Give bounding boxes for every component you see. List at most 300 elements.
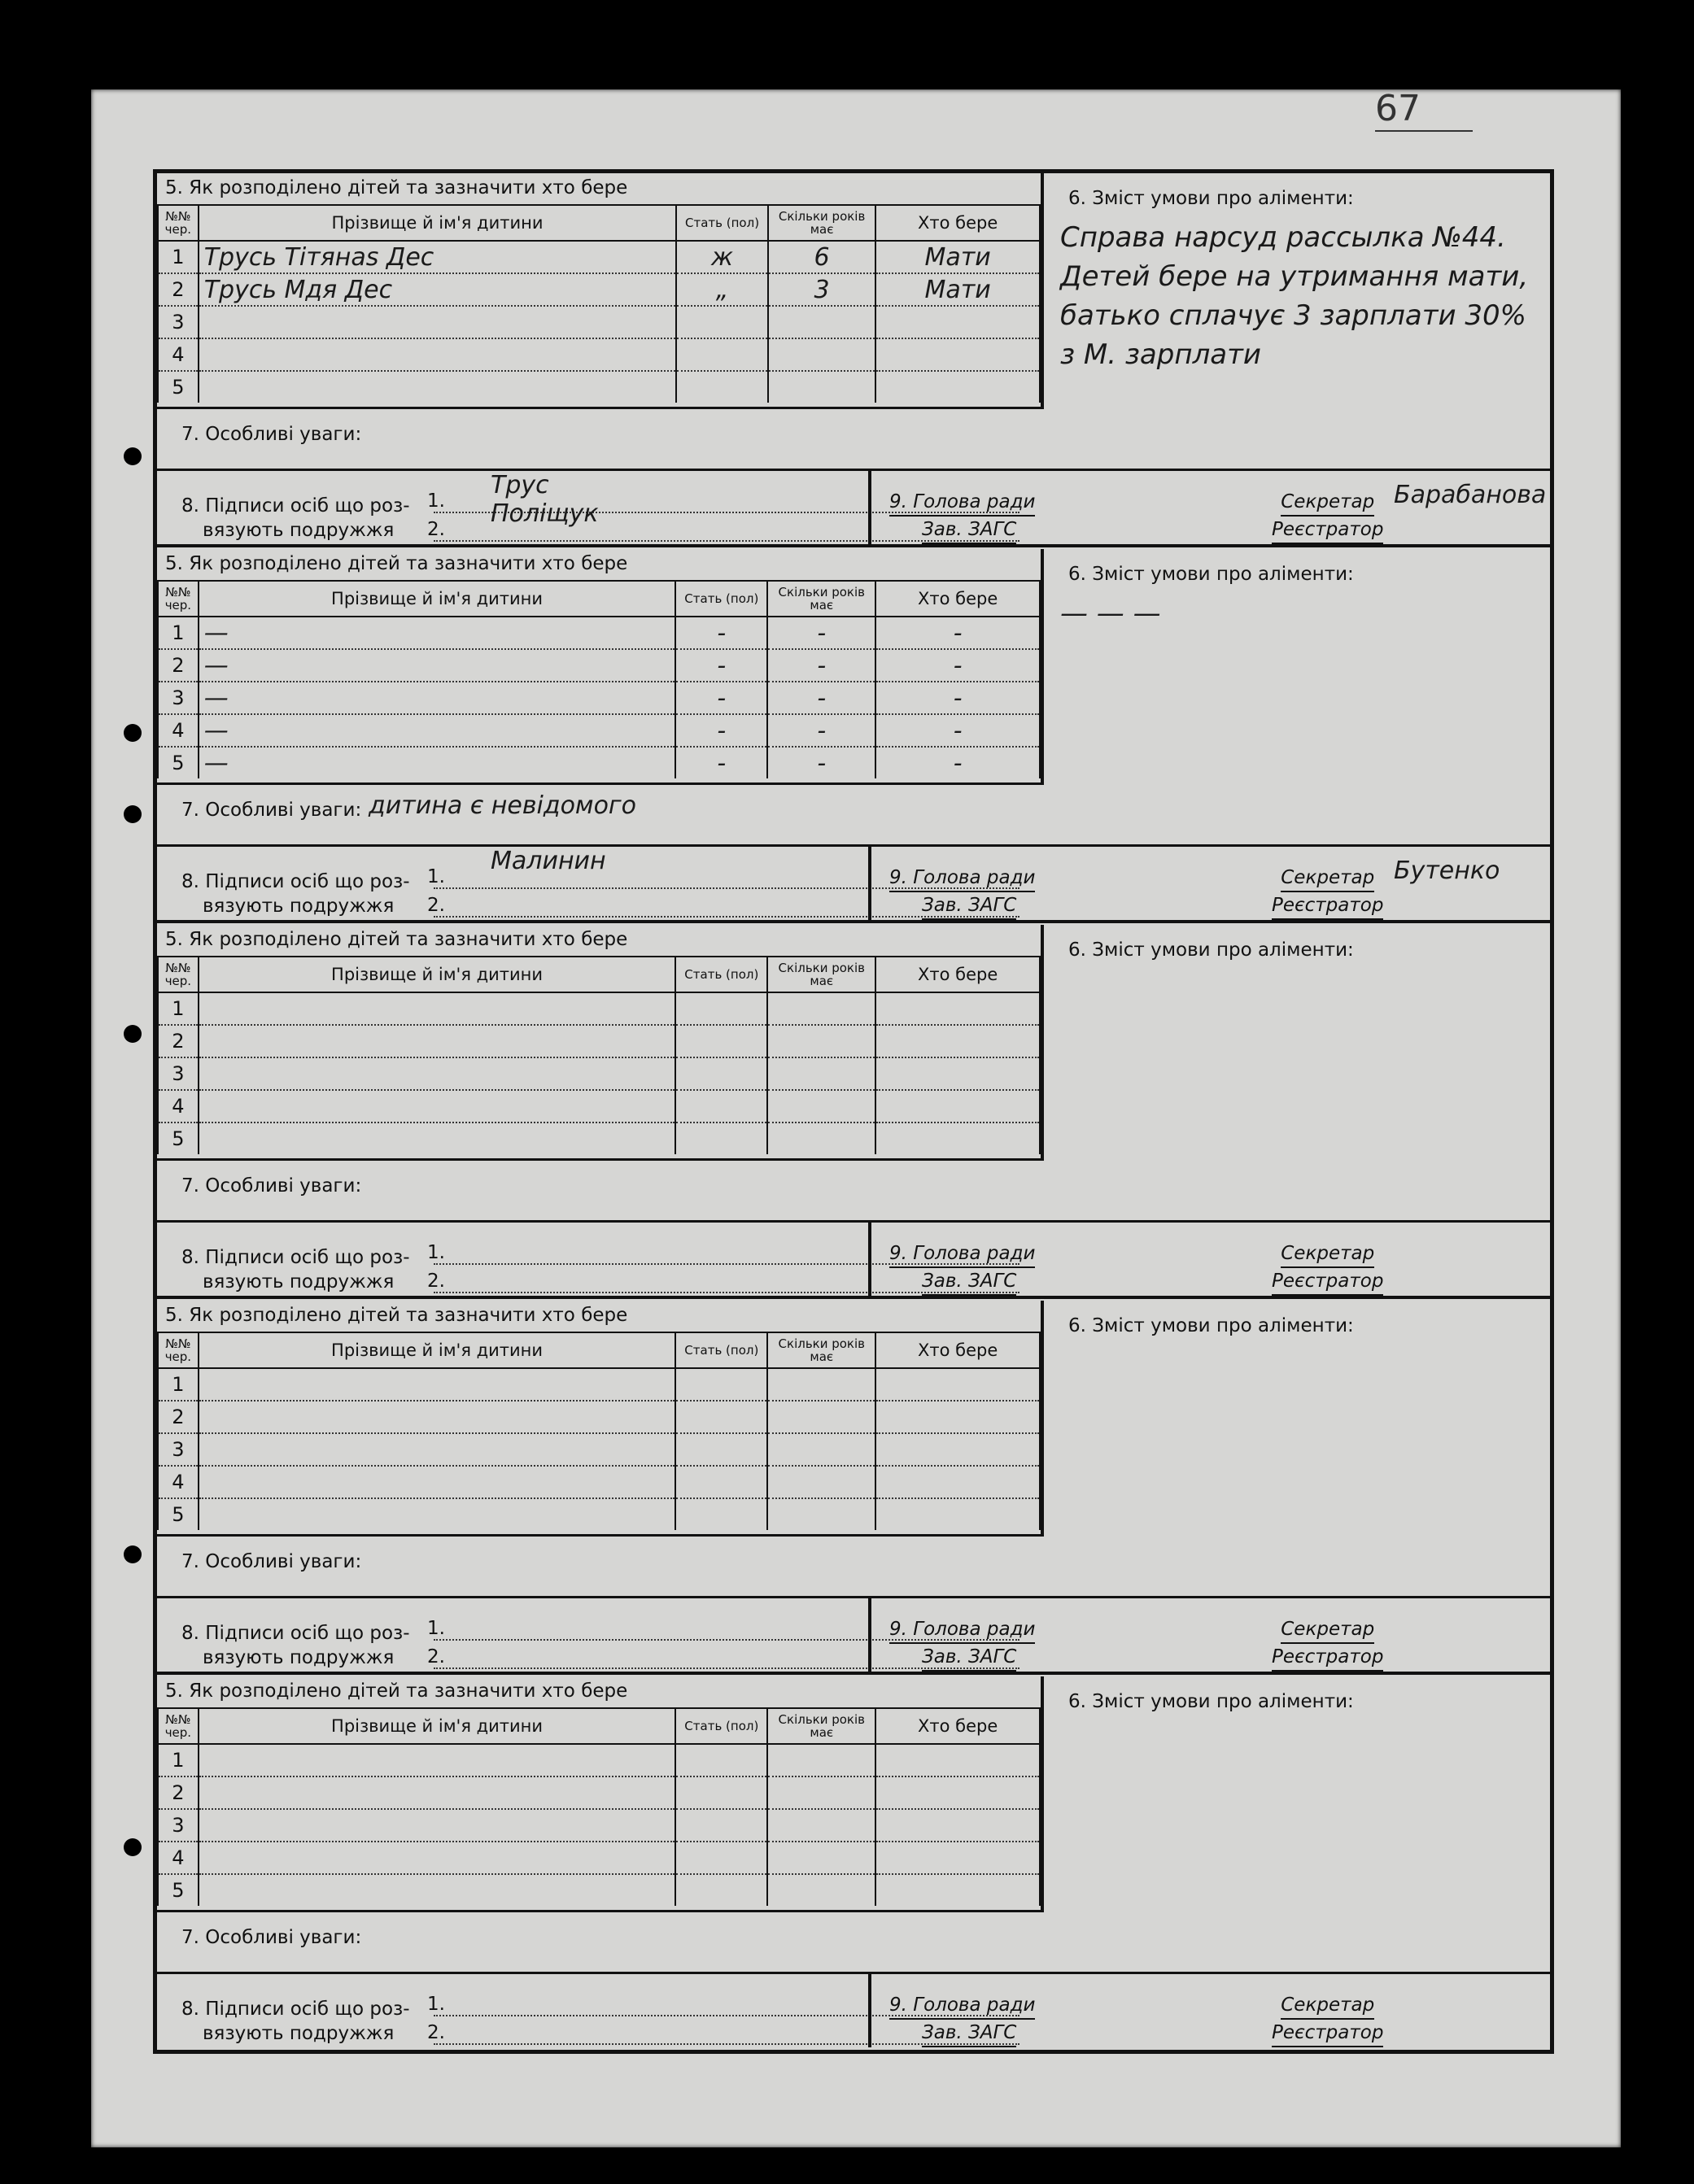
section-8-line1: 8. Підписи осіб що роз- bbox=[181, 495, 410, 517]
child-sex bbox=[675, 1466, 767, 1498]
child-guardian bbox=[875, 1025, 1040, 1057]
child-name bbox=[199, 747, 676, 778]
child-age bbox=[767, 1090, 875, 1123]
signature-number-1: 1. bbox=[427, 1242, 445, 1263]
child-row bbox=[158, 649, 1040, 682]
row-number: 4 bbox=[158, 1090, 199, 1123]
col-number-header: №№ чер. bbox=[158, 205, 199, 241]
child-sex-value: - bbox=[717, 651, 727, 680]
col-name-header: Прізвище й ім'я дитини bbox=[199, 1332, 676, 1368]
child-guardian-value: - bbox=[953, 716, 963, 745]
col-who-header: Хто бере bbox=[875, 205, 1040, 241]
child-row bbox=[158, 1842, 1040, 1874]
secretary-title: Секретар bbox=[1281, 1992, 1374, 2020]
child-name bbox=[199, 682, 676, 714]
section-5-title: 5. Як розподілено дітей та зазначити хто бере bbox=[165, 1305, 628, 1326]
child-age bbox=[767, 1809, 875, 1842]
registrar-title: Реєстратор bbox=[1272, 2020, 1383, 2047]
child-sex bbox=[675, 682, 767, 714]
child-name bbox=[199, 1776, 676, 1809]
row-number: 4 bbox=[158, 1842, 199, 1874]
child-age bbox=[767, 1776, 875, 1809]
child-row bbox=[158, 1498, 1040, 1530]
child-guardian bbox=[875, 992, 1040, 1025]
child-name bbox=[199, 1433, 676, 1466]
section-5-title: 5. Як розподілено дітей та зазначити хто бере bbox=[165, 553, 628, 574]
child-guardian-value: - bbox=[953, 748, 963, 778]
children-section bbox=[157, 173, 1044, 409]
col-age-header: Скільки років має bbox=[767, 957, 875, 992]
col-age-header: Скільки років має bbox=[767, 1332, 875, 1368]
section-6-label: 6. Зміст умови про аліменти: bbox=[1068, 1315, 1354, 1336]
page-number: 67 bbox=[1375, 88, 1473, 132]
registry-head-title: Зав. ЗАГС bbox=[922, 1644, 1016, 1672]
section-6-label: 6. Зміст умови про аліменти: bbox=[1068, 939, 1354, 961]
row-number: 5 bbox=[158, 1874, 199, 1906]
signature-2: Поліщук bbox=[491, 499, 599, 528]
child-guardian bbox=[875, 1123, 1040, 1154]
signature-1: Трус bbox=[491, 471, 549, 499]
child-sex-value: - bbox=[717, 716, 727, 745]
child-age bbox=[767, 1123, 875, 1154]
child-age bbox=[767, 1368, 875, 1401]
child-sex bbox=[675, 1498, 767, 1530]
secretary-label bbox=[1272, 1992, 1383, 2047]
col-sex-header: Стать (пол) bbox=[675, 1332, 767, 1368]
col-sex-header: Стать (пол) bbox=[675, 1708, 767, 1744]
child-name bbox=[199, 1025, 676, 1057]
alimony-section bbox=[1044, 173, 1550, 409]
child-guardian bbox=[875, 273, 1040, 306]
child-sex-value: ж bbox=[711, 242, 734, 272]
signature-1: Малинин bbox=[491, 847, 606, 875]
section-8-label bbox=[181, 494, 410, 543]
col-number-header: №№ чер. bbox=[158, 581, 199, 617]
signature-divider bbox=[868, 1598, 871, 1672]
alimony-text: Справа нарсуд рассылка №44. Детей бере на утримання мати, батько сплачує 3 зарплати 30% з М. зарплати bbox=[1060, 221, 1529, 371]
signatures-section bbox=[157, 471, 1550, 544]
child-name bbox=[199, 241, 677, 273]
row-number: 5 bbox=[158, 747, 199, 778]
child-name-value: Трусь Мдя Дес bbox=[203, 275, 393, 304]
child-name bbox=[199, 992, 676, 1025]
child-guardian-value: - bbox=[953, 651, 963, 680]
section-5-title: 5. Як розподілено дітей та зазначити хто бере bbox=[165, 1681, 628, 1702]
child-name-value: Трусь Тітянаs Дес bbox=[203, 242, 434, 272]
alimony-section bbox=[1044, 1301, 1550, 1537]
section-8-label bbox=[181, 870, 410, 918]
signature-number-1: 1. bbox=[427, 1994, 445, 2015]
registrar-title: Реєстратор bbox=[1272, 1644, 1383, 1672]
child-guardian bbox=[875, 649, 1040, 682]
child-sex bbox=[675, 1057, 767, 1090]
child-name bbox=[199, 1466, 676, 1498]
signature-divider bbox=[868, 1974, 871, 2047]
section-5-title: 5. Як розподілено дітей та зазначити хто бере bbox=[165, 929, 628, 950]
children-section bbox=[157, 1676, 1044, 1912]
col-number-header: №№ чер. bbox=[158, 1708, 199, 1744]
child-name bbox=[199, 1090, 676, 1123]
row-number: 1 bbox=[158, 992, 199, 1025]
child-age-value: - bbox=[817, 716, 827, 745]
col-name-header: Прізвище й ім'я дитини bbox=[199, 205, 677, 241]
children-table bbox=[157, 204, 1041, 403]
child-guardian bbox=[875, 1842, 1040, 1874]
child-guardian bbox=[875, 682, 1040, 714]
section-7-label: 7. Особливі уваги: bbox=[181, 1175, 362, 1197]
child-sex bbox=[675, 1433, 767, 1466]
punch-hole bbox=[124, 1025, 142, 1043]
child-name bbox=[199, 273, 677, 306]
child-sex bbox=[675, 1776, 767, 1809]
child-age-value: - bbox=[817, 748, 827, 778]
section-6-label: 6. Зміст умови про аліменти: bbox=[1068, 564, 1354, 585]
child-age bbox=[767, 682, 875, 714]
registry-head-title: Зав. ЗАГС bbox=[922, 517, 1016, 544]
child-name-value: — bbox=[203, 748, 229, 778]
child-sex-value: - bbox=[717, 683, 727, 713]
child-sex bbox=[675, 617, 767, 649]
remarks-text: дитина є невідомого bbox=[369, 791, 637, 820]
child-guardian bbox=[875, 617, 1040, 649]
child-guardian-value: Мати bbox=[924, 242, 991, 272]
council-head-title: 9. Голова ради bbox=[889, 1616, 1035, 1644]
section-6-label: 6. Зміст умови про аліменти: bbox=[1068, 188, 1354, 209]
remarks-section bbox=[157, 785, 1550, 847]
col-who-header: Хто бере bbox=[875, 1708, 1040, 1744]
alimony-section bbox=[1044, 549, 1550, 785]
row-number: 3 bbox=[158, 1809, 199, 1842]
child-sex bbox=[675, 747, 767, 778]
alimony-section bbox=[1044, 925, 1550, 1161]
remarks-section bbox=[157, 1912, 1550, 1974]
child-guardian bbox=[875, 1874, 1040, 1906]
child-age bbox=[768, 338, 876, 371]
registry-entry bbox=[157, 925, 1550, 1299]
registry-head-title: Зав. ЗАГС bbox=[922, 1268, 1016, 1296]
section-8-line2: вязують подружжя bbox=[203, 2023, 395, 2044]
child-name bbox=[199, 306, 677, 338]
child-sex-value: - bbox=[717, 748, 727, 778]
child-row bbox=[158, 1809, 1040, 1842]
col-name-header: Прізвище й ім'я дитини bbox=[199, 1708, 676, 1744]
registrar-title: Реєстратор bbox=[1272, 517, 1383, 544]
child-row bbox=[158, 306, 1040, 338]
child-guardian bbox=[875, 371, 1040, 403]
child-sex bbox=[676, 273, 768, 306]
row-number: 2 bbox=[158, 1776, 199, 1809]
row-number: 1 bbox=[158, 241, 199, 273]
row-number: 2 bbox=[158, 649, 199, 682]
registry-entry bbox=[157, 549, 1550, 923]
section-8-line1: 8. Підписи осіб що роз- bbox=[181, 871, 410, 892]
child-guardian bbox=[875, 1809, 1040, 1842]
child-age bbox=[768, 241, 876, 273]
punch-hole bbox=[124, 724, 142, 742]
signature-number-1: 1. bbox=[427, 1618, 445, 1639]
registry-entry bbox=[157, 173, 1550, 547]
child-name bbox=[199, 1498, 676, 1530]
child-sex bbox=[675, 1874, 767, 1906]
child-name bbox=[199, 1401, 676, 1433]
section-8-line1: 8. Підписи осіб що роз- bbox=[181, 1999, 410, 2020]
child-row bbox=[158, 1368, 1040, 1401]
col-name-header: Прізвище й ім'я дитини bbox=[199, 581, 676, 617]
child-guardian bbox=[875, 1776, 1040, 1809]
council-head-title: 9. Голова ради bbox=[889, 1992, 1035, 2020]
row-number: 3 bbox=[158, 1057, 199, 1090]
child-guardian bbox=[875, 1744, 1040, 1776]
row-number: 3 bbox=[158, 1433, 199, 1466]
registry-form bbox=[153, 169, 1554, 2054]
registry-entry bbox=[157, 1301, 1550, 1675]
child-name bbox=[199, 617, 676, 649]
col-age-header: Скільки років має bbox=[767, 1708, 875, 1744]
secretary-label bbox=[1272, 1616, 1383, 1672]
signature-number-2: 2. bbox=[427, 1646, 445, 1667]
section-5-title: 5. Як розподілено дітей та зазначити хто бере bbox=[165, 177, 628, 198]
row-number: 3 bbox=[158, 682, 199, 714]
row-number: 5 bbox=[158, 371, 199, 403]
child-age bbox=[768, 273, 876, 306]
children-table bbox=[157, 956, 1041, 1154]
child-age bbox=[767, 1057, 875, 1090]
signature-number-2: 2. bbox=[427, 2022, 445, 2043]
col-number-header: №№ чер. bbox=[158, 1332, 199, 1368]
child-name bbox=[199, 1123, 676, 1154]
child-guardian bbox=[875, 1498, 1040, 1530]
col-who-header: Хто бере bbox=[875, 581, 1040, 617]
signature-number-2: 2. bbox=[427, 519, 445, 540]
col-name-header: Прізвище й ім'я дитини bbox=[199, 957, 676, 992]
child-row bbox=[158, 747, 1040, 778]
col-number-header: №№ чер. bbox=[158, 957, 199, 992]
child-sex bbox=[676, 371, 768, 403]
section-8-label bbox=[181, 1245, 410, 1294]
child-guardian bbox=[875, 306, 1040, 338]
child-guardian bbox=[875, 241, 1040, 273]
col-who-header: Хто бере bbox=[875, 957, 1040, 992]
col-who-header: Хто бере bbox=[875, 1332, 1040, 1368]
section-8-line2: вязують подружжя bbox=[203, 1271, 395, 1293]
child-row bbox=[158, 682, 1040, 714]
secretary-signature: Барабанова bbox=[1394, 481, 1547, 509]
section-8-label bbox=[181, 1997, 410, 2046]
child-guardian bbox=[875, 1057, 1040, 1090]
child-row bbox=[158, 1025, 1040, 1057]
registry-head-title: Зав. ЗАГС bbox=[922, 892, 1016, 920]
child-age-value: - bbox=[817, 683, 827, 713]
child-sex bbox=[675, 1368, 767, 1401]
child-age-value: - bbox=[817, 651, 827, 680]
child-age bbox=[767, 1498, 875, 1530]
punch-hole bbox=[124, 1838, 142, 1856]
council-head-label bbox=[889, 1992, 1035, 2047]
child-name-value: — bbox=[203, 651, 229, 680]
secretary-label bbox=[1272, 865, 1383, 920]
child-age bbox=[767, 617, 875, 649]
child-age bbox=[767, 747, 875, 778]
child-row bbox=[158, 617, 1040, 649]
section-8-line1: 8. Підписи осіб що роз- bbox=[181, 1247, 410, 1268]
council-head-title: 9. Голова ради bbox=[889, 489, 1035, 517]
child-row bbox=[158, 992, 1040, 1025]
section-8-label bbox=[181, 1621, 410, 1670]
child-age-value: 6 bbox=[814, 242, 830, 272]
child-name bbox=[199, 1809, 676, 1842]
child-name bbox=[199, 714, 676, 747]
child-guardian-value: Мати bbox=[924, 275, 991, 304]
row-number: 3 bbox=[158, 306, 199, 338]
row-number: 4 bbox=[158, 1466, 199, 1498]
section-8-line2: вязують подружжя bbox=[203, 1647, 395, 1668]
secretary-title: Секретар bbox=[1281, 489, 1374, 517]
signatures-section bbox=[157, 1223, 1550, 1296]
registrar-title: Реєстратор bbox=[1272, 892, 1383, 920]
section-7-label: 7. Особливі уваги: bbox=[181, 1551, 362, 1572]
section-6-label: 6. Зміст умови про аліменти: bbox=[1068, 1691, 1354, 1712]
child-row bbox=[158, 1123, 1040, 1154]
alimony-section bbox=[1044, 1676, 1550, 1912]
child-row bbox=[158, 371, 1040, 403]
child-age bbox=[767, 1433, 875, 1466]
child-sex bbox=[675, 649, 767, 682]
signature-divider bbox=[868, 471, 871, 544]
col-sex-header: Стать (пол) bbox=[675, 581, 767, 617]
secretary-title: Секретар bbox=[1281, 1240, 1374, 1268]
row-number: 2 bbox=[158, 1025, 199, 1057]
child-sex bbox=[675, 1123, 767, 1154]
children-section bbox=[157, 1301, 1044, 1537]
col-age-header: Скільки років має bbox=[768, 205, 876, 241]
child-name-value: — bbox=[203, 683, 229, 713]
child-age bbox=[767, 714, 875, 747]
col-sex-header: Стать (пол) bbox=[676, 205, 768, 241]
child-row bbox=[158, 1433, 1040, 1466]
council-head-title: 9. Голова ради bbox=[889, 865, 1035, 892]
child-age bbox=[767, 1744, 875, 1776]
punch-hole bbox=[124, 447, 142, 465]
secretary-signature: Бутенко bbox=[1394, 857, 1500, 885]
row-number: 2 bbox=[158, 273, 199, 306]
row-number: 4 bbox=[158, 714, 199, 747]
child-guardian bbox=[875, 1090, 1040, 1123]
child-age bbox=[767, 1842, 875, 1874]
child-guardian bbox=[875, 1368, 1040, 1401]
section-8-line2: вязують подружжя bbox=[203, 896, 395, 917]
child-row bbox=[158, 1057, 1040, 1090]
child-name bbox=[199, 1874, 676, 1906]
child-name-value: — bbox=[203, 716, 229, 745]
council-head-label bbox=[889, 1616, 1035, 1672]
child-age-value: - bbox=[817, 618, 827, 647]
alimony-text: — — — bbox=[1060, 597, 1161, 630]
child-sex bbox=[675, 714, 767, 747]
secretary-label bbox=[1272, 1240, 1383, 1296]
child-guardian bbox=[875, 1433, 1040, 1466]
child-row bbox=[158, 1776, 1040, 1809]
col-age-header: Скільки років має bbox=[767, 581, 875, 617]
child-row bbox=[158, 1401, 1040, 1433]
signatures-section bbox=[157, 847, 1550, 920]
child-age bbox=[767, 649, 875, 682]
secretary-title: Секретар bbox=[1281, 1616, 1374, 1644]
child-sex bbox=[675, 1744, 767, 1776]
row-number: 1 bbox=[158, 1368, 199, 1401]
children-section bbox=[157, 549, 1044, 785]
child-name-value: — bbox=[203, 618, 229, 647]
signature-number-1: 1. bbox=[427, 490, 445, 512]
row-number: 4 bbox=[158, 338, 199, 371]
children-table bbox=[157, 580, 1041, 778]
section-7-label: 7. Особливі уваги: bbox=[181, 800, 362, 821]
remarks-section bbox=[157, 1537, 1550, 1598]
remarks-section bbox=[157, 1161, 1550, 1223]
child-name bbox=[199, 1842, 676, 1874]
child-age bbox=[767, 1466, 875, 1498]
child-age bbox=[767, 992, 875, 1025]
child-sex-value: - bbox=[717, 618, 727, 647]
signature-number-2: 2. bbox=[427, 1271, 445, 1292]
child-sex bbox=[676, 306, 768, 338]
council-head-title: 9. Голова ради bbox=[889, 1240, 1035, 1268]
section-7-label: 7. Особливі уваги: bbox=[181, 1927, 362, 1948]
secretary-title: Секретар bbox=[1281, 865, 1374, 892]
child-age bbox=[767, 1874, 875, 1906]
section-7-label: 7. Особливі уваги: bbox=[181, 424, 362, 445]
council-head-label bbox=[889, 489, 1035, 544]
col-sex-header: Стать (пол) bbox=[675, 957, 767, 992]
signature-number-1: 1. bbox=[427, 866, 445, 887]
signatures-section bbox=[157, 1598, 1550, 1672]
child-guardian-value: - bbox=[953, 683, 963, 713]
row-number: 1 bbox=[158, 1744, 199, 1776]
child-age bbox=[768, 371, 876, 403]
child-sex bbox=[676, 338, 768, 371]
section-8-line1: 8. Підписи осіб що роз- bbox=[181, 1623, 410, 1644]
council-head-label bbox=[889, 1240, 1035, 1296]
row-number: 1 bbox=[158, 617, 199, 649]
child-row bbox=[158, 338, 1040, 371]
children-table bbox=[157, 1332, 1041, 1530]
child-age bbox=[768, 306, 876, 338]
child-row bbox=[158, 241, 1040, 273]
signature-divider bbox=[868, 847, 871, 920]
children-section bbox=[157, 925, 1044, 1161]
child-guardian bbox=[875, 1466, 1040, 1498]
row-number: 5 bbox=[158, 1123, 199, 1154]
row-number: 2 bbox=[158, 1401, 199, 1433]
child-row bbox=[158, 1466, 1040, 1498]
child-guardian-value: - bbox=[953, 618, 963, 647]
child-age bbox=[767, 1025, 875, 1057]
registrar-title: Реєстратор bbox=[1272, 1268, 1383, 1296]
signatures-section bbox=[157, 1974, 1550, 2047]
child-guardian bbox=[875, 1401, 1040, 1433]
child-sex bbox=[675, 1090, 767, 1123]
signature-divider bbox=[868, 1223, 871, 1296]
registry-entry bbox=[157, 1676, 1550, 2051]
child-sex bbox=[676, 241, 768, 273]
child-name bbox=[199, 371, 677, 403]
children-table bbox=[157, 1707, 1041, 1906]
signature-number-2: 2. bbox=[427, 895, 445, 916]
child-age-value: 3 bbox=[814, 275, 830, 304]
child-name bbox=[199, 338, 677, 371]
child-guardian bbox=[875, 747, 1040, 778]
child-row bbox=[158, 1090, 1040, 1123]
child-row bbox=[158, 1874, 1040, 1906]
